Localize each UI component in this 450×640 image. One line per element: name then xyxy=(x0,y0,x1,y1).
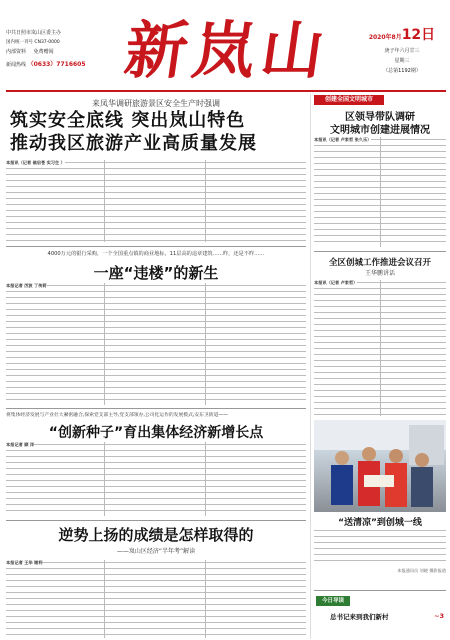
sidebar-top-byline: 本报讯（记者 卢家哲 张久乐） xyxy=(314,137,372,142)
masthead-rule xyxy=(6,90,446,92)
lunar-date: 庚子年六月廿三 xyxy=(384,48,420,54)
date-label: 2020年8月 xyxy=(368,34,402,41)
column-page-ref: ~3 xyxy=(434,612,444,620)
sidebar-mid-headline: 全区创城工作推进会议召开 xyxy=(328,258,431,268)
hotline-number: （0633）7716605 xyxy=(27,60,86,68)
story2-headline: 一座“违楼”的新生 xyxy=(93,264,219,282)
lead-body xyxy=(6,160,306,242)
title-text: 新岚山 xyxy=(120,14,335,87)
sponsor-text: 中共日照市岚山区委主办 xyxy=(6,30,62,36)
lead-headline-2: 推动我区旅游产业高质量发展 xyxy=(10,133,257,154)
cn-number: 国内统一刊号 CN37-0000 xyxy=(6,39,60,45)
story4-headline: 逆势上扬的成绩是怎样取得的 xyxy=(58,526,254,544)
story2-body xyxy=(6,283,306,405)
story4-subhead: ——岚山区经济“半年考”解读 xyxy=(116,548,196,555)
sidebar-mid-subhead: 王华鹏讲话 xyxy=(364,270,395,277)
issue-number: （总第1192期） xyxy=(383,68,421,74)
date-day: 12日 xyxy=(401,27,436,43)
story4-body xyxy=(6,560,306,638)
sidebar-banner xyxy=(314,95,384,105)
masthead-date xyxy=(358,24,446,74)
story2-kicker: 4000万元的银行采购，一个全国重点镇的商业地标，11层高的违章建筑……昨，还是不昨…… xyxy=(47,251,265,257)
photo-byline: 本报通讯员 刘晓 摄影报道 xyxy=(397,568,446,573)
lead-byline: 本报讯（记者 翁启苍 实习生 ） xyxy=(6,160,65,165)
weekday: 星期三 xyxy=(394,58,410,64)
news-photo xyxy=(314,420,446,512)
story4-byline: 本报记者 王华 谢利 xyxy=(6,560,43,565)
story3-body xyxy=(6,442,306,516)
sidebar-mid-byline: 本报讯（记者 卢家哲） xyxy=(314,280,358,285)
lead-headline-1: 筑实安全底线 突出岚山特色 xyxy=(10,110,246,131)
hotline-label: 新闻热线 xyxy=(6,61,27,68)
free-label: 免费赠阅 xyxy=(33,49,54,55)
photo-headline: “送清凉”到创城一线 xyxy=(338,518,422,528)
column-label: 今日导读 xyxy=(321,598,344,604)
masthead-title xyxy=(115,12,340,92)
column-label-box xyxy=(316,596,350,606)
story2-byline: 本报记者 厉波 丁传莉 xyxy=(6,283,47,288)
story3-kicker: 将集体经济发展与产业壮大紧密融合,探索党支部主导,党支部领办,公司化运作的发展模式,安东卫街道—— xyxy=(6,413,228,418)
sidebar-headline-1: 区领导带队调研 xyxy=(345,112,415,123)
story3-headline: “创新种子”育出集体经济新增长点 xyxy=(48,425,264,441)
internal-label: 内部资料 xyxy=(6,49,27,55)
story3-byline: 本报记者 顾 洋 xyxy=(6,442,35,447)
sidebar-headline-2: 文明城市创建进展情况 xyxy=(330,125,430,136)
sidebar-banner-text: 创建全国文明城市 xyxy=(324,96,373,103)
photo-people-illustration xyxy=(314,420,446,512)
photo-caption xyxy=(314,528,446,564)
masthead-info xyxy=(6,30,96,68)
lead-kicker: 来凤华调研旅游景区安全生产时强调 xyxy=(92,99,220,108)
column-headline: 总书记来到我们新村 xyxy=(330,613,389,621)
